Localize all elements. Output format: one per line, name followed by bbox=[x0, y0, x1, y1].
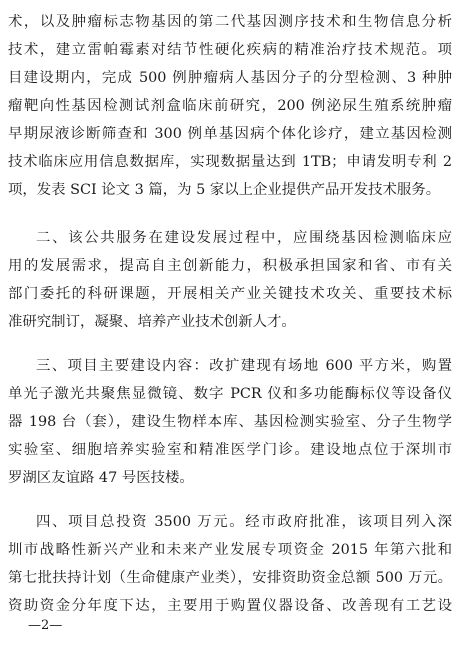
text-line: 早期尿液诊断筛查和 300 例单基因病个体化诊疗，建立基因检测 bbox=[8, 126, 452, 142]
text-line: 第七批扶持计划（生命健康产业类），安排资助资金总额 500 万元。 bbox=[8, 570, 452, 586]
text-line: 用的发展需求，提高自主创新能力，积极承担国家和省、市有关 bbox=[8, 258, 452, 274]
text-line: 实验室、细胞培养实验室和精准医学门诊。建设地点位于深圳市 bbox=[8, 442, 452, 458]
text-line: 单光子激光共聚焦显微镜、数字 PCR 仪和多功能酶标仪等设备仪 bbox=[8, 386, 452, 402]
text-line: 术，以及肿瘤标志物基因的第二代基因测序技术和生物信息分析 bbox=[8, 14, 452, 30]
text-line: 圳市战略性新兴产业和未来产业发展专项资金 2015 年第六批和 bbox=[8, 542, 452, 558]
text-line: 瘤靶向性基因检测试剂盒临床前研究，200 例泌尿生殖系统肿瘤 bbox=[8, 98, 452, 114]
text-line: 三、项目主要建设内容：改扩建现有场地 600 平方米，购置 bbox=[36, 358, 452, 374]
text-line: 目建设期内，完成 500 例肿瘤病人基因分子的分型检测、3 种肿 bbox=[8, 70, 452, 86]
text-line: 资助资金分年度下达，主要用于购置仪器设备、改善现有工艺设 bbox=[8, 598, 452, 614]
text-line: 四、项目总投资 3500 万元。经市政府批准，该项目列入深 bbox=[36, 514, 452, 530]
text-line: 技术临床应用信息数据库，实现数据量达到 1TB；申请发明专利 2 bbox=[8, 154, 452, 170]
text-line: 项，发表 SCI 论文 3 篇，为 5 家以上企业提供产品开发技术服务。 bbox=[8, 182, 441, 198]
text-line: 技术，建立雷帕霉素对结节性硬化疾病的精准治疗技术规范。项 bbox=[8, 42, 452, 58]
text-line: 部门委托的科研课题，开展相关产业关键技术攻关、重要技术标 bbox=[8, 286, 452, 302]
page-number: —2— bbox=[28, 618, 63, 633]
text-line: 罗湖区友谊路 47 号医技楼。 bbox=[8, 470, 194, 486]
text-line: 二、该公共服务在建设发展过程中，应围绕基因检测临床应 bbox=[36, 230, 452, 246]
text-line: 器 198 台（套），建设生物样本库、基因检测实验室、分子生物学 bbox=[8, 414, 452, 430]
text-line: 准研究制订，凝聚、培养产业技术创新人才。 bbox=[8, 314, 296, 330]
